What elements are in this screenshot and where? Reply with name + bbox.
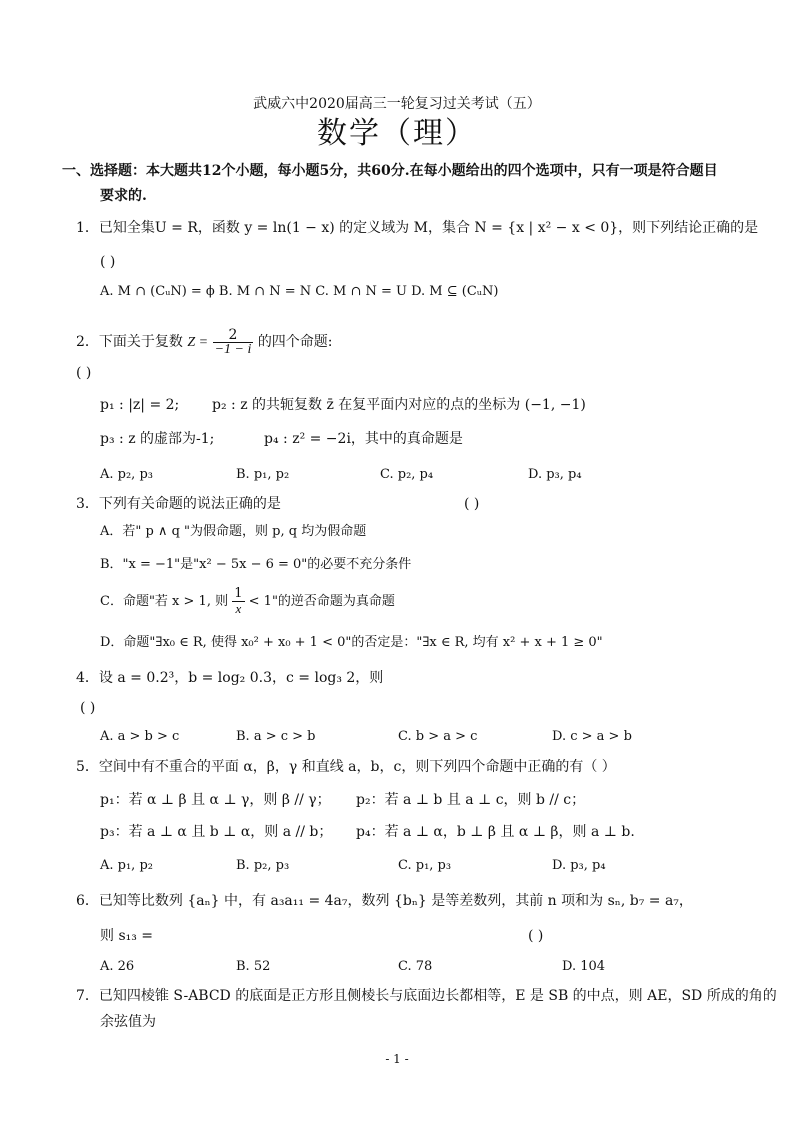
question-6-option-b: B. 52: [236, 959, 271, 974]
question-4-option-c: C. b > a > c: [398, 729, 478, 744]
question-2-p3: p₃ : z 的虚部为-1;: [100, 431, 215, 447]
question-2-stem-text: 2．下面关于复数: [76, 334, 183, 350]
question-2-fraction: [213, 328, 254, 357]
question-6-option-d: D. 104: [562, 959, 606, 974]
section-heading: 一、选择题：本大题共12个小题，每小题5分，共60分.在每小题给出的四个选项中，只有一项是符合题目: [62, 163, 718, 179]
question-5-option-a: A. p₁, p₂: [100, 858, 153, 873]
question-1-stem: 1．已知全集U = R，函数 y = ln(1 − x) 的定义域为 M，集合 N = {x | x² − x < 0}，则下列结论正确的是: [76, 220, 759, 236]
question-2-p2: p₂ : z 的共轭复数 z̄ 在复平面内对应的点的坐标为 (−1, −1): [212, 397, 586, 413]
option-c-text: C．命题"若 x > 1, 则: [100, 594, 229, 609]
question-3-option-d: D．命题"∃x₀ ∈ R, 使得 x₀² + x₀ + 1 < 0"的否定是："∃x ∈ R, 均有 x² + x + 1 ≥ 0": [100, 635, 603, 650]
fraction-denominator: −1 − i: [214, 341, 252, 357]
question-4-option-b: B. a > c > b: [236, 729, 316, 744]
option-c-fraction: [232, 587, 244, 616]
question-4-option-a: A. a > b > c: [100, 729, 180, 744]
question-3-option-c: [100, 584, 395, 620]
section-heading-cont: 要求的.: [100, 188, 147, 204]
question-5-option-c: C. p₁, p₃: [398, 858, 452, 873]
question-6-answer-paren: ( ): [528, 928, 544, 944]
fraction-denominator: x: [235, 601, 242, 616]
question-7-stem: 7．已知四棱锥 S-ABCD 的底面是正方形且侧棱长与底面边长都相等，E 是 SB 的中点，则 AE，SD 所成的角的: [76, 988, 777, 1004]
option-c-text-end: < 1"的逆否命题为真命题: [248, 594, 395, 609]
question-3-option-b: B．"x = −1"是"x² − 5x − 6 = 0"的必要不充分条件: [100, 557, 412, 572]
question-4-answer-paren: ( ): [80, 700, 96, 716]
question-2-option-a: A. p₂, p₃: [100, 467, 153, 482]
question-5-p4: p₄：若 a ⊥ α，b ⊥ β 且 α ⊥ β，则 a ⊥ b.: [356, 824, 635, 840]
question-2-option-b: B. p₁, p₂: [236, 467, 290, 482]
question-2-stem: [76, 324, 333, 360]
question-3-stem: 3．下列有关命题的说法正确的是: [76, 496, 281, 512]
question-5-option-d: D. p₃, p₄: [552, 858, 606, 873]
question-5-p1: p₁：若 α ⊥ β 且 α ⊥ γ，则 β // γ；: [100, 792, 331, 808]
question-5-option-b: B. p₂, p₃: [236, 858, 290, 873]
fraction-numerator: 2: [213, 328, 254, 343]
question-2-answer-paren: ( ): [76, 365, 92, 381]
question-1-options: A. M ∩ (CᵤN) = ϕ B. M ∩ N = N C. M ∩ N = U D. M ⊆ (CᵤN): [100, 284, 499, 299]
question-3-option-a: A．若" p ∧ q "为假命题，则 p, q 均为假命题: [100, 524, 367, 539]
question-7-stem-cont: 余弦值为: [100, 1014, 156, 1030]
question-2-stem-end: 的四个命题:: [257, 334, 333, 350]
subject-title: 数学（理）: [317, 116, 477, 151]
exam-title: 武威六中2020届高三一轮复习过关考试（五）: [253, 96, 541, 112]
question-4-stem: 4．设 a = 0.2³，b = log₂ 0.3，c = log₃ 2，则: [76, 670, 384, 686]
question-2-option-c: C. p₂, p₄: [380, 467, 434, 482]
question-2-var-z: Z =: [187, 335, 209, 350]
fraction-numerator: 1: [234, 586, 243, 601]
question-2-p1: p₁ : |z| = 2;: [100, 397, 180, 413]
page-number: - 1 -: [385, 1052, 409, 1066]
question-5-p3: p₃：若 a ⊥ α 且 b ⊥ α，则 a // b；: [100, 824, 333, 840]
question-5-p2: p₂：若 a ⊥ b 且 a ⊥ c，则 b // c；: [356, 792, 586, 808]
question-3-answer-paren: ( ): [464, 496, 480, 512]
question-1-answer-paren: ( ): [100, 254, 116, 270]
question-6-stem-cont: 则 s₁₃ =: [100, 928, 154, 944]
question-2-option-d: D. p₃, p₄: [528, 467, 582, 482]
question-6-stem: 6．已知等比数列 {aₙ} 中，有 a₃a₁₁ = 4a₇，数列 {bₙ} 是等差数列，其前 n 项和为 sₙ, b₇ = a₇，: [76, 893, 693, 909]
question-6-option-a: A. 26: [100, 959, 135, 974]
question-4-option-d: D. c > a > b: [552, 729, 632, 744]
question-5-stem: 5．空间中有不重合的平面 α，β，γ 和直线 a，b，c，则下列四个命题中正确的有（ ）: [76, 759, 616, 775]
question-2-p4: p₄ : z² = −2i，其中的真命题是: [264, 431, 463, 447]
question-6-option-c: C. 78: [398, 959, 433, 974]
